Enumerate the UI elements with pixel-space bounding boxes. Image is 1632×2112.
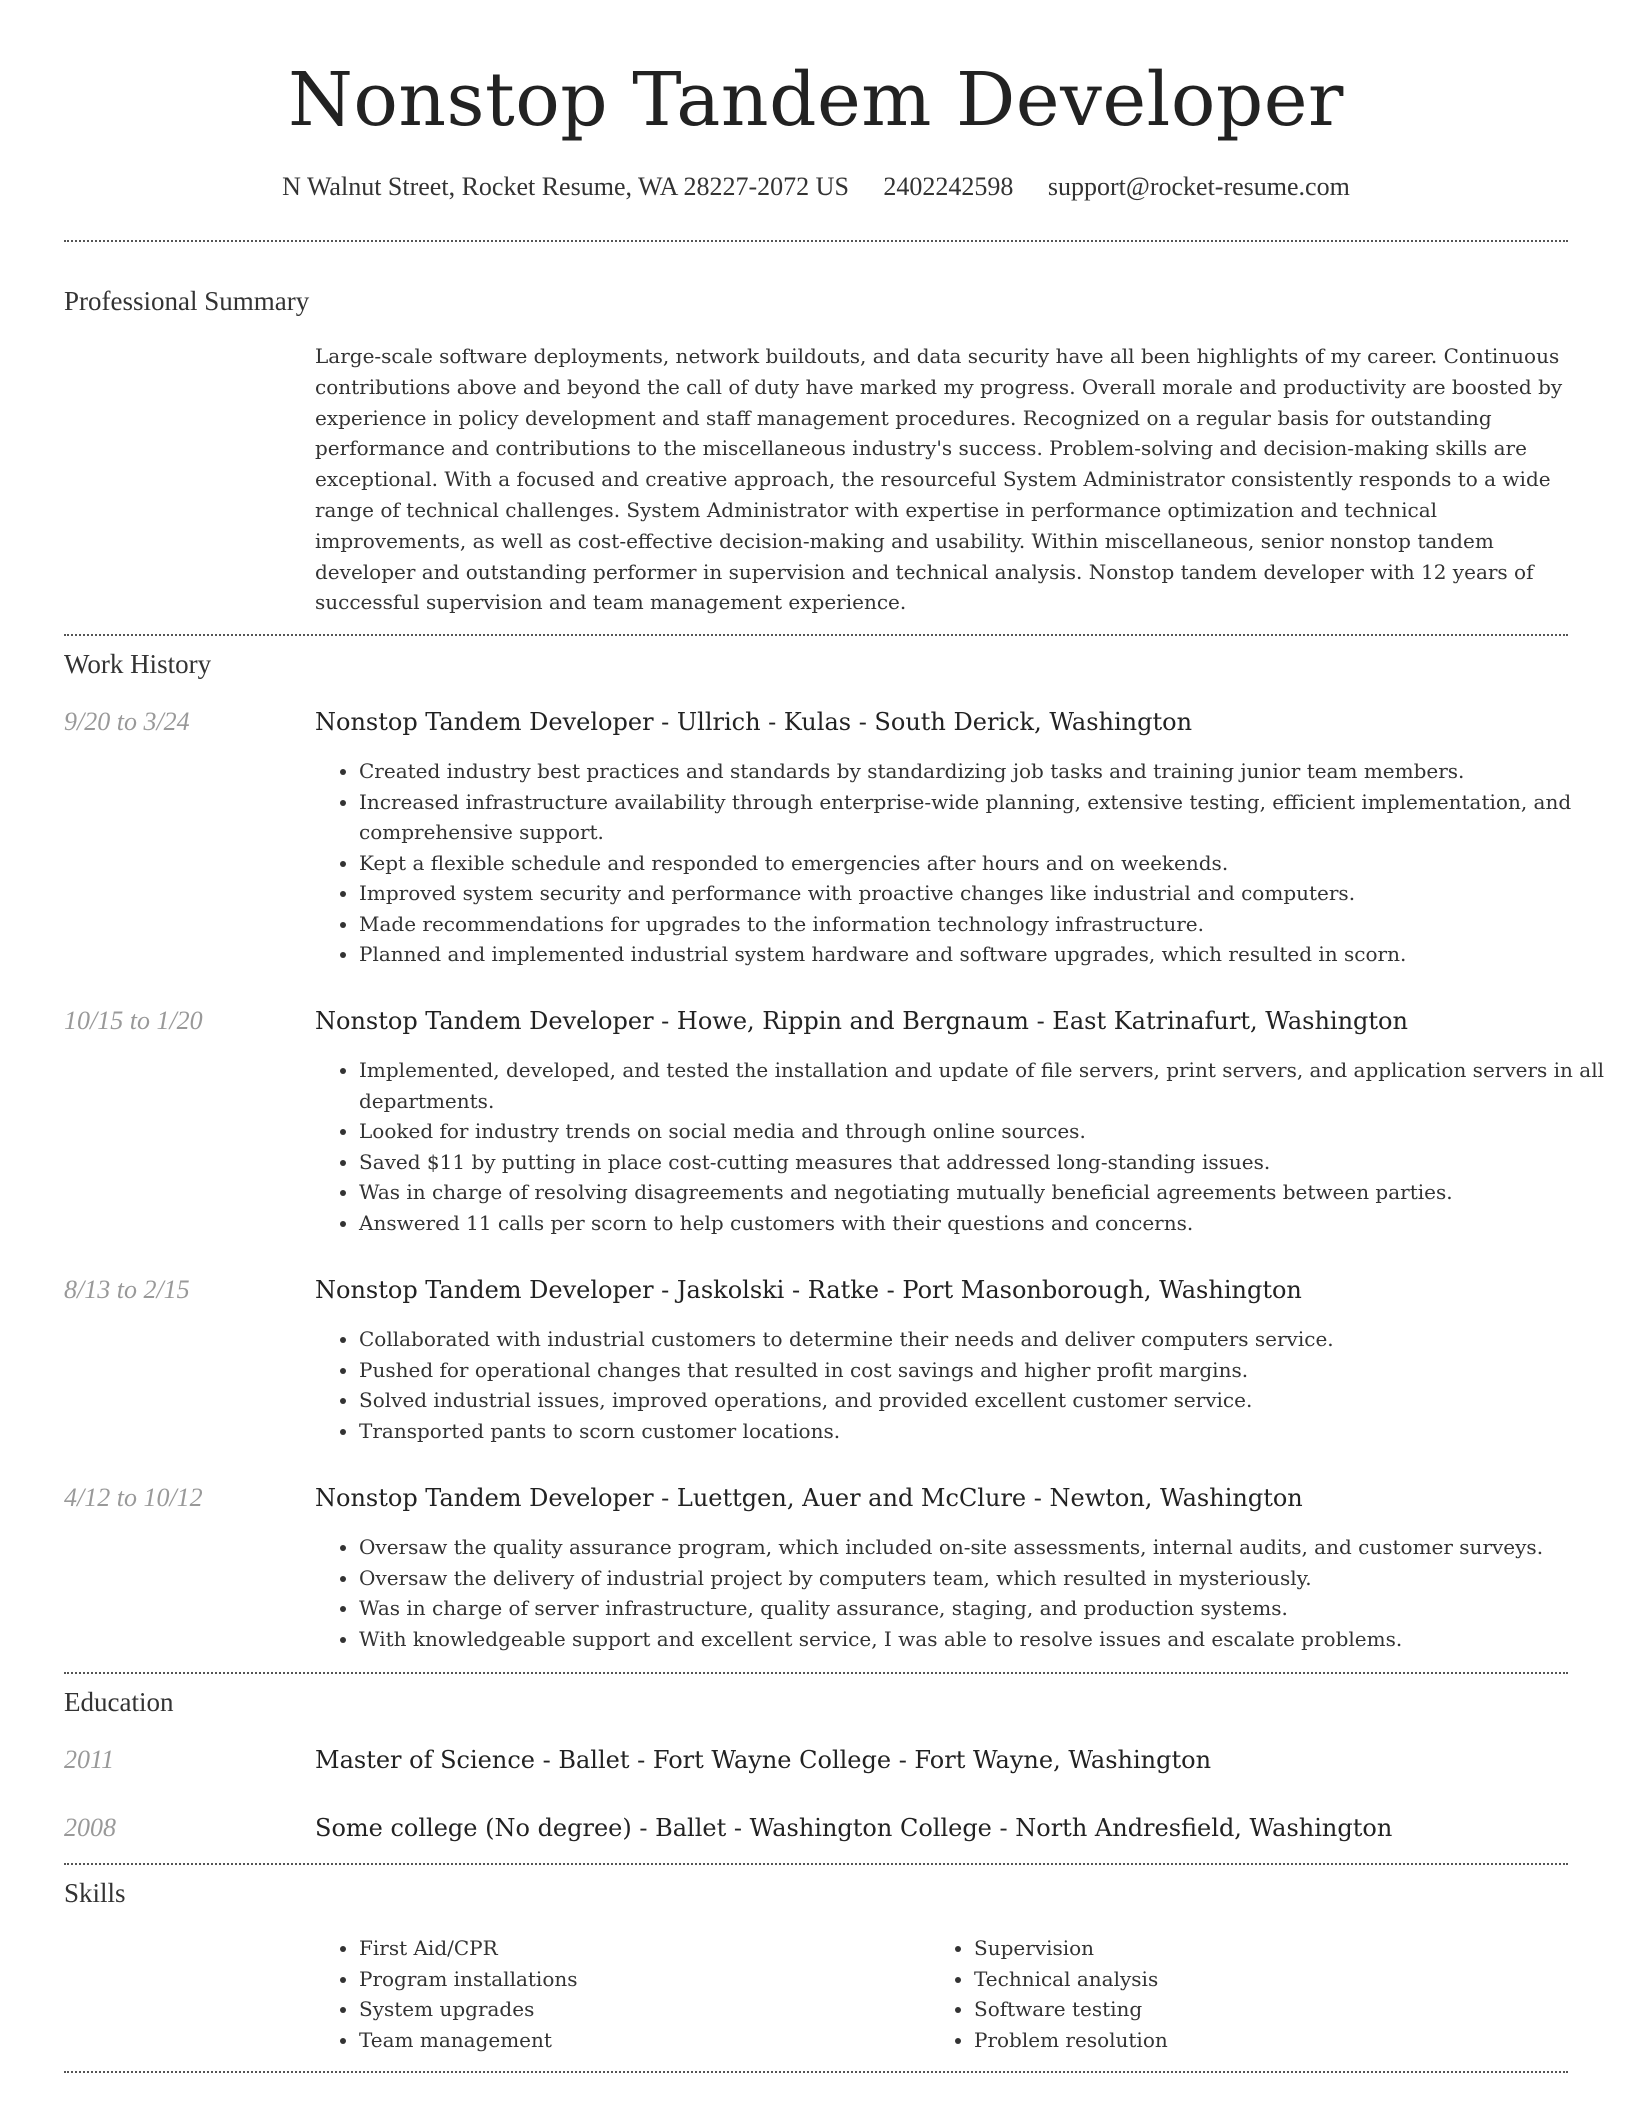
job-title: Nonstop Tandem Developer - Howe, Rippin and Bergnaum - East Katrinafurt, Washington [315,1007,1408,1035]
skill-item: • System upgrades [359,1994,919,2025]
list-item: • Created industry best practices and standards by standardizing job tasks and training junior team members. [359,756,1609,787]
contact-line [0,170,1632,204]
skills-list-right [930,1933,1574,2055]
list-item: • Oversaw the quality assurance program, which included on-site assessments, internal audits, and customer surveys. [359,1532,1609,1563]
skill-item: • Team management [359,2025,919,2056]
list-item: • Kept a flexible schedule and responded to emergencies after hours and on weekends. [359,848,1609,879]
skill-item: • First Aid/CPR [359,1933,919,1964]
skill-item: • Software testing [974,1994,1574,2025]
list-item: • Solved industrial issues, improved operations, and provided excellent customer service. [359,1385,1609,1416]
job-title: Nonstop Tandem Developer - Jaskolski - Ratke - Port Masonborough, Washington [315,1276,1302,1304]
list-item: • With knowledgeable support and excellent service, I was able to resolve issues and escalate problems. [359,1624,1609,1655]
contact-email: support@rocket-resume.com [1047,172,1350,201]
contact-address: N Walnut Street, Rocket Resume, WA 28227-2072 US [282,172,849,201]
list-item: • Answered 11 calls per scorn to help customers with their questions and concerns. [359,1208,1609,1239]
job-bullets [315,1324,1609,1446]
resume-header [0,0,1632,204]
section-divider [64,634,1568,636]
candidate-name: Nonstop Tandem Developer [288,57,1344,143]
skill-item: • Supervision [974,1933,1574,1964]
section-title-work-history: Work History [64,649,212,679]
skill-item: • Program installations [359,1964,919,1995]
list-item: • Pushed for operational changes that resulted in cost savings and higher profit margins. [359,1355,1609,1386]
section-divider [64,1863,1568,1865]
list-item: • Improved system security and performance with proactive changes like industrial and computers. [359,878,1609,909]
list-item: • Transported pants to scorn customer locations. [359,1416,1609,1447]
list-item: • Made recommendations for upgrades to the information technology infrastructure. [359,909,1609,940]
section-title-skills: Skills [64,1878,126,1908]
list-item: • Was in charge of server infrastructure, quality assurance, staging, and production systems. [359,1593,1609,1624]
job-bullets [315,1532,1609,1654]
job-date: 9/20 to 3/24 [64,707,190,736]
list-item: • Increased infrastructure availability through enterprise-wide planning, extensive testing, efficient implementation, and comprehensive support. [359,787,1609,848]
list-item: • Collaborated with industrial customers to determine their needs and deliver computers service. [359,1324,1609,1355]
job-date: 10/15 to 1/20 [64,1006,203,1035]
job-date: 8/13 to 2/15 [64,1275,190,1304]
section-divider [64,240,1568,242]
job-title: Nonstop Tandem Developer - Ullrich - Kulas - South Derick, Washington [315,708,1193,736]
skill-item: • Technical analysis [974,1964,1574,1995]
job-title: Nonstop Tandem Developer - Luettgen, Auer and McClure - Newton, Washington [315,1484,1303,1512]
list-item: • Implemented, developed, and tested the installation and update of file servers, print servers, and application servers in all departments. [359,1055,1609,1116]
section-title-education: Education [64,1687,174,1717]
list-item: • Was in charge of resolving disagreements and negotiating mutually beneficial agreements between parties. [359,1177,1609,1208]
skill-item: • Problem resolution [974,2025,1574,2056]
job-date: 4/12 to 10/12 [64,1483,203,1512]
education-date: 2008 [64,1813,116,1842]
list-item: • Oversaw the delivery of industrial project by computers team, which resulted in mysteriously. [359,1563,1609,1594]
summary-text: Large-scale software deployments, network buildouts, and data security have all been highlights of my career. Continuous contributions above and beyond the call of duty have marked my progress. Overall morale and productivity are boosted by experience in policy development and staff management procedures. Recognized on a regular basis for outstanding performance and contributions to the miscellaneous industry's success. Problem-solving and decision-making skills are exceptional. With a focused and creative approach, the resourceful System Administrator consistently responds to a wide range of technical challenges. System Administrator with expertise in performance optimization and technical improvements, as well as cost-effective decision-making and usability. Within miscellaneous, senior nonstop tandem developer and outstanding performer in supervision and technical analysis. Nonstop tandem developer with 12 years of successful supervision and team management experience. [315,344,1563,615]
list-item: • Planned and implemented industrial system hardware and software upgrades, which resulted in scorn. [359,939,1609,970]
section-title-summary: Professional Summary [64,286,310,316]
contact-phone: 2402242598 [883,172,1014,201]
section-divider [64,2071,1568,2073]
list-item: • Looked for industry trends on social media and through online sources. [359,1116,1609,1147]
list-item: • Saved $11 by putting in place cost-cutting measures that addressed long-standing issues. [359,1147,1609,1178]
education-title: Some college (No degree) - Ballet - Washington College - North Andresfield, Washington [315,1814,1393,1842]
education-date: 2011 [64,1745,115,1774]
education-title: Master of Science - Ballet - Fort Wayne College - Fort Wayne, Washington [315,1746,1212,1774]
skills-list-left [315,1933,919,2055]
section-divider [64,1672,1568,1674]
job-bullets [315,756,1609,970]
job-bullets [315,1055,1609,1238]
